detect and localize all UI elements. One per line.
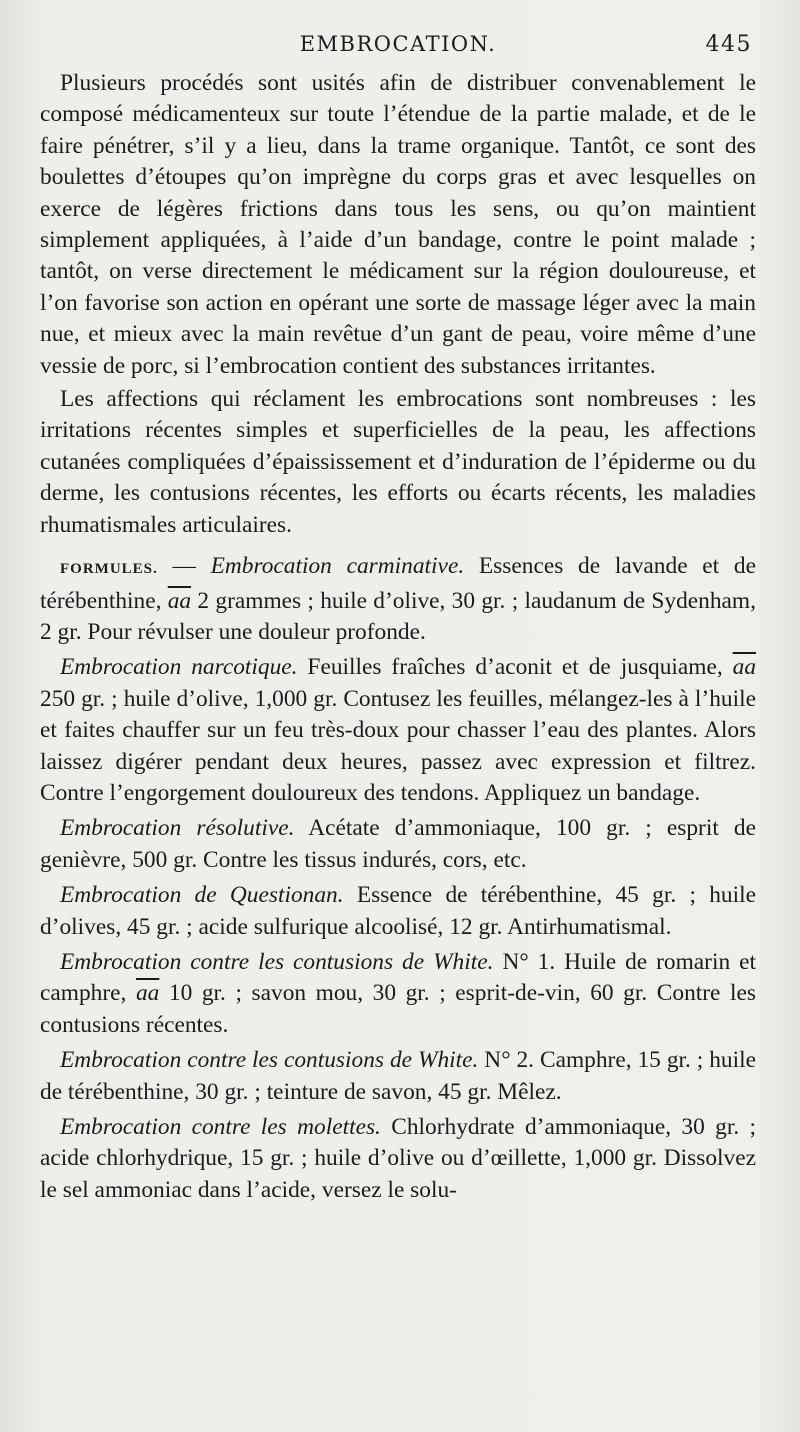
formulas-section <box>40 551 756 1206</box>
formula-text: 10 gr. ; savon mou, 30 gr. ; esprit-de-vin, 60 gr. Contre les contusions récentes. <box>40 980 756 1038</box>
formulas-label: FORMULES. <box>60 561 158 578</box>
ana-symbol: $\overline{aa}$ <box>135 980 160 1007</box>
ana-symbol: $\overline{aa}$ <box>167 587 192 614</box>
formula-text: 2 grammes ; huile d’olive, 30 gr. ; laudanum de Sydenham, 2 gr. Pour révulser une douleur profonde. <box>40 587 756 645</box>
running-title: EMBROCATION. <box>299 32 497 56</box>
formula-entry <box>40 551 756 648</box>
formula-text: Chlorhydrate d’ammoniaque, 30 gr. ; acide chlorhydrique, 15 gr. ; huile d’olive ou d’œillette, 1,000 gr. Dissolvez le sel ammoniac dans l’acide, versez le solu- <box>40 1114 757 1203</box>
formula-entry <box>40 813 756 876</box>
formula-text: Essences de lavande et de térébenthine, <box>40 553 756 614</box>
formula-entry <box>40 1045 756 1108</box>
formula-title: Embrocation contre les molettes. <box>60 1114 381 1140</box>
ana-symbol: $\overline{aa}$ <box>732 654 757 681</box>
formula-text: 250 gr. ; huile d’olive, 1,000 gr. Contusez les feuilles, mélangez-les à l’huile et faites chauffer sur un feu très-doux pour chasser l’eau des plantes. Alors laissez digérer pendant deux heures, passez avec expression et filtrez. Contre l’engorgement douloureux des tendons. Appliquez un bandage. <box>40 685 756 806</box>
formula-text: N° 2. Camphre, 15 gr. ; huile de térébenthine, 30 gr. ; teinture de savon, 45 gr. Mêlez. <box>40 1047 756 1105</box>
formulas-dash: — <box>157 553 211 580</box>
page-body <box>40 68 756 1206</box>
running-header <box>40 28 756 68</box>
formula-entry <box>40 947 756 1041</box>
formula-text: Essence de térébenthine, 45 gr. ; huile d’olives, 45 gr. ; acide sulfurique alcoolisé, 12 gr. Antirhumatismal. <box>40 882 756 940</box>
formula-text: N° 1. Huile de romarin et camphre, <box>40 948 756 1007</box>
formula-text: Feuilles fraîches d’aconit et de jusquiame, <box>297 654 733 681</box>
formula-entry <box>40 880 756 943</box>
formula-title: Embrocation contre les contusions de White. <box>60 1047 479 1074</box>
page-number: 445 <box>705 32 752 57</box>
formula-title: Embrocation carminative. <box>210 553 465 580</box>
paragraph-indications: Les affections qui réclament les embrocations sont nombreuses : les irritations récentes simples et superficielles de la peau, les affections cutanées compliquées d’épaississement et d’induration de l’épiderme ou du derme, les contusions récentes, les efforts ou écarts récents, les maladies rhumatismales articulaires. <box>40 386 756 538</box>
formula-title: Embrocation narcotique. <box>60 654 298 681</box>
formula-entry <box>40 1112 756 1206</box>
paragraph-application: Plusieurs procédés sont usités afin de distribuer convenablement le composé médicamenteux sur toute l’étendue de la partie malade, et de le faire pénétrer, s’il y a lieu, dans la trame organique. Tantôt, ce sont des boulettes d’étoupes qu’on imprègne du corps gras et avec lesquelles on exerce de légères frictions dans tous les sens, ou qu’on maintient simplement appliquées, à l’aide d’un bandage, contre le point malade ; tantôt, on verse directement le médicament sur la région douloureuse, et l’on favorise son action en opérant une sorte de massage léger avec la main nue, et mieux avec la main revêtue d’un gant de peau, voire même d’une vessie de porc, si l’embrocation contient des substances irritantes. <box>40 70 756 379</box>
formula-entry <box>40 652 756 809</box>
formula-text: Acétate d’ammoniaque, 100 gr. ; esprit de genièvre, 500 gr. Contre les tissus indurés, cors, etc. <box>40 815 757 873</box>
formula-title: Embrocation de Questionan. <box>60 882 344 909</box>
formula-title: Embrocation résolutive. <box>60 815 295 842</box>
formula-title: Embrocation contre les contusions de White. <box>60 948 494 975</box>
